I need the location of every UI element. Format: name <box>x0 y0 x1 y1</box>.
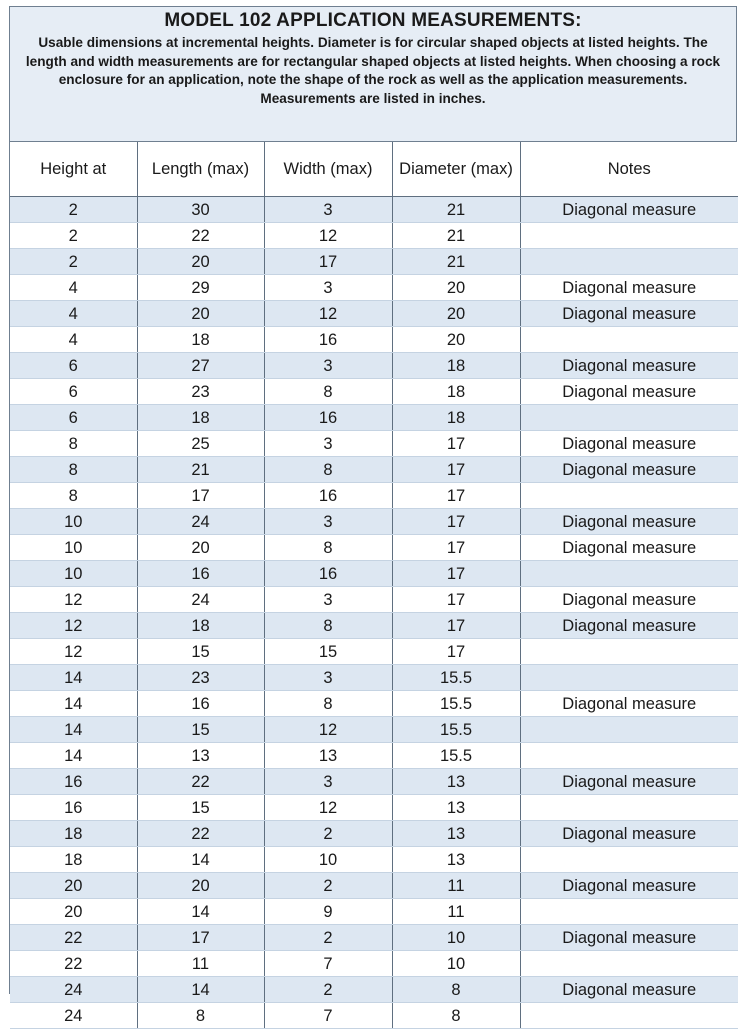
cell-diameter: 8 <box>392 977 520 1003</box>
cell-notes <box>520 951 738 977</box>
cell-height: 14 <box>10 717 137 743</box>
cell-height: 4 <box>10 301 137 327</box>
cell-notes <box>520 795 738 821</box>
cell-diameter: 18 <box>392 353 520 379</box>
cell-diameter: 17 <box>392 535 520 561</box>
cell-length: 17 <box>137 483 264 509</box>
cell-width: 17 <box>264 249 392 275</box>
cell-length: 14 <box>137 899 264 925</box>
cell-notes <box>520 483 738 509</box>
cell-diameter: 11 <box>392 873 520 899</box>
cell-width: 3 <box>264 353 392 379</box>
cell-width: 3 <box>264 431 392 457</box>
table-row <box>10 379 738 405</box>
table-row <box>10 587 738 613</box>
document-title: MODEL 102 APPLICATION MEASUREMENTS: <box>164 10 582 31</box>
cell-width: 3 <box>264 769 392 795</box>
cell-diameter: 13 <box>392 847 520 873</box>
cell-length: 15 <box>137 795 264 821</box>
cell-length: 17 <box>137 925 264 951</box>
cell-width: 16 <box>264 483 392 509</box>
table-row <box>10 1003 738 1029</box>
table-row <box>10 353 738 379</box>
header-height: Height at <box>10 142 137 197</box>
cell-width: 7 <box>264 1003 392 1029</box>
cell-height: 6 <box>10 379 137 405</box>
cell-height: 18 <box>10 821 137 847</box>
cell-notes: Diagonal measure <box>520 587 738 613</box>
cell-length: 8 <box>137 1003 264 1029</box>
cell-length: 22 <box>137 821 264 847</box>
measurements-table <box>10 142 738 1029</box>
cell-width: 3 <box>264 197 392 223</box>
cell-height: 8 <box>10 483 137 509</box>
cell-width: 8 <box>264 691 392 717</box>
table-row <box>10 457 738 483</box>
cell-height: 10 <box>10 509 137 535</box>
cell-diameter: 20 <box>392 301 520 327</box>
cell-diameter: 17 <box>392 431 520 457</box>
cell-notes: Diagonal measure <box>520 977 738 1003</box>
cell-diameter: 13 <box>392 795 520 821</box>
cell-diameter: 15.5 <box>392 665 520 691</box>
cell-height: 4 <box>10 327 137 353</box>
table-row <box>10 197 738 223</box>
cell-diameter: 13 <box>392 769 520 795</box>
cell-notes: Diagonal measure <box>520 925 738 951</box>
cell-width: 12 <box>264 795 392 821</box>
cell-height: 16 <box>10 795 137 821</box>
cell-width: 8 <box>264 379 392 405</box>
cell-width: 2 <box>264 977 392 1003</box>
table-row <box>10 899 738 925</box>
cell-notes <box>520 405 738 431</box>
cell-notes <box>520 639 738 665</box>
cell-height: 6 <box>10 405 137 431</box>
cell-height: 14 <box>10 743 137 769</box>
cell-notes: Diagonal measure <box>520 301 738 327</box>
cell-diameter: 11 <box>392 899 520 925</box>
cell-notes: Diagonal measure <box>520 691 738 717</box>
cell-width: 8 <box>264 457 392 483</box>
cell-length: 20 <box>137 249 264 275</box>
cell-notes: Diagonal measure <box>520 509 738 535</box>
cell-notes: Diagonal measure <box>520 535 738 561</box>
table-row <box>10 951 738 977</box>
cell-length: 23 <box>137 379 264 405</box>
cell-width: 3 <box>264 587 392 613</box>
cell-width: 16 <box>264 405 392 431</box>
cell-width: 7 <box>264 951 392 977</box>
cell-diameter: 8 <box>392 1003 520 1029</box>
cell-length: 15 <box>137 639 264 665</box>
cell-diameter: 21 <box>392 197 520 223</box>
document-description: Usable dimensions at incremental heights. Diameter is for circular shaped objects at listed heights. The length and width measurements are for rectangular shaped objects at listed heights. When choosing a rock enclosure for an application, note the shape of the rock as well as the application measurements. Measurements are listed in inches. <box>25 35 721 106</box>
cell-height: 14 <box>10 691 137 717</box>
cell-width: 15 <box>264 639 392 665</box>
cell-height: 22 <box>10 925 137 951</box>
cell-height: 10 <box>10 561 137 587</box>
cell-width: 2 <box>264 873 392 899</box>
cell-diameter: 17 <box>392 639 520 665</box>
cell-notes <box>520 1003 738 1029</box>
cell-length: 14 <box>137 977 264 1003</box>
cell-length: 23 <box>137 665 264 691</box>
cell-length: 24 <box>137 509 264 535</box>
cell-length: 27 <box>137 353 264 379</box>
table-row <box>10 743 738 769</box>
cell-notes <box>520 327 738 353</box>
cell-width: 12 <box>264 301 392 327</box>
cell-height: 24 <box>10 1003 137 1029</box>
table-row <box>10 431 738 457</box>
cell-diameter: 15.5 <box>392 717 520 743</box>
table-row <box>10 275 738 301</box>
cell-notes: Diagonal measure <box>520 821 738 847</box>
cell-height: 20 <box>10 899 137 925</box>
table-row <box>10 483 738 509</box>
cell-length: 18 <box>137 613 264 639</box>
cell-height: 22 <box>10 951 137 977</box>
cell-notes <box>520 249 738 275</box>
cell-height: 16 <box>10 769 137 795</box>
cell-width: 2 <box>264 925 392 951</box>
cell-height: 2 <box>10 197 137 223</box>
table-body <box>10 197 738 1029</box>
cell-length: 18 <box>137 405 264 431</box>
cell-width: 16 <box>264 561 392 587</box>
cell-width: 16 <box>264 327 392 353</box>
cell-width: 2 <box>264 821 392 847</box>
cell-width: 3 <box>264 665 392 691</box>
table-row <box>10 691 738 717</box>
cell-length: 30 <box>137 197 264 223</box>
cell-notes: Diagonal measure <box>520 353 738 379</box>
cell-diameter: 17 <box>392 613 520 639</box>
cell-width: 13 <box>264 743 392 769</box>
cell-notes: Diagonal measure <box>520 197 738 223</box>
table-row <box>10 535 738 561</box>
cell-length: 25 <box>137 431 264 457</box>
table-row <box>10 613 738 639</box>
cell-diameter: 20 <box>392 275 520 301</box>
cell-diameter: 21 <box>392 223 520 249</box>
cell-diameter: 17 <box>392 509 520 535</box>
table-row <box>10 977 738 1003</box>
cell-height: 2 <box>10 223 137 249</box>
table-row <box>10 639 738 665</box>
cell-width: 10 <box>264 847 392 873</box>
cell-height: 12 <box>10 613 137 639</box>
document-header <box>10 7 736 142</box>
cell-notes <box>520 665 738 691</box>
table-row <box>10 301 738 327</box>
table-row <box>10 665 738 691</box>
cell-notes <box>520 561 738 587</box>
cell-length: 29 <box>137 275 264 301</box>
header-width: Width (max) <box>264 142 392 197</box>
cell-length: 20 <box>137 535 264 561</box>
cell-notes: Diagonal measure <box>520 613 738 639</box>
cell-length: 14 <box>137 847 264 873</box>
cell-length: 20 <box>137 873 264 899</box>
cell-height: 24 <box>10 977 137 1003</box>
table-row <box>10 717 738 743</box>
cell-diameter: 18 <box>392 379 520 405</box>
cell-height: 12 <box>10 639 137 665</box>
table-row <box>10 873 738 899</box>
cell-diameter: 17 <box>392 587 520 613</box>
cell-diameter: 18 <box>392 405 520 431</box>
cell-height: 8 <box>10 431 137 457</box>
cell-notes <box>520 847 738 873</box>
cell-length: 20 <box>137 301 264 327</box>
cell-width: 8 <box>264 535 392 561</box>
header-diameter: Diameter (max) <box>392 142 520 197</box>
cell-height: 12 <box>10 587 137 613</box>
cell-length: 16 <box>137 561 264 587</box>
cell-diameter: 10 <box>392 951 520 977</box>
cell-width: 9 <box>264 899 392 925</box>
cell-width: 8 <box>264 613 392 639</box>
cell-length: 22 <box>137 769 264 795</box>
table-row <box>10 249 738 275</box>
cell-width: 12 <box>264 223 392 249</box>
cell-height: 20 <box>10 873 137 899</box>
cell-height: 14 <box>10 665 137 691</box>
header-notes: Notes <box>520 142 738 197</box>
cell-height: 8 <box>10 457 137 483</box>
cell-diameter: 13 <box>392 821 520 847</box>
cell-notes <box>520 899 738 925</box>
cell-diameter: 10 <box>392 925 520 951</box>
cell-length: 11 <box>137 951 264 977</box>
table-row <box>10 223 738 249</box>
cell-notes: Diagonal measure <box>520 457 738 483</box>
cell-notes <box>520 717 738 743</box>
cell-length: 15 <box>137 717 264 743</box>
cell-notes: Diagonal measure <box>520 275 738 301</box>
cell-height: 6 <box>10 353 137 379</box>
table-row <box>10 821 738 847</box>
cell-width: 12 <box>264 717 392 743</box>
cell-length: 22 <box>137 223 264 249</box>
cell-notes <box>520 743 738 769</box>
table-row <box>10 925 738 951</box>
table-header-row <box>10 142 738 197</box>
table-row <box>10 405 738 431</box>
cell-height: 10 <box>10 535 137 561</box>
measurement-sheet <box>9 6 737 1025</box>
cell-height: 2 <box>10 249 137 275</box>
cell-notes: Diagonal measure <box>520 769 738 795</box>
cell-notes: Diagonal measure <box>520 379 738 405</box>
cell-diameter: 21 <box>392 249 520 275</box>
cell-height: 18 <box>10 847 137 873</box>
cell-diameter: 17 <box>392 483 520 509</box>
cell-diameter: 17 <box>392 561 520 587</box>
cell-length: 13 <box>137 743 264 769</box>
cell-diameter: 20 <box>392 327 520 353</box>
table-row <box>10 327 738 353</box>
cell-notes: Diagonal measure <box>520 431 738 457</box>
header-length: Length (max) <box>137 142 264 197</box>
cell-length: 18 <box>137 327 264 353</box>
cell-length: 21 <box>137 457 264 483</box>
table-row <box>10 847 738 873</box>
cell-diameter: 15.5 <box>392 743 520 769</box>
cell-height: 4 <box>10 275 137 301</box>
cell-diameter: 15.5 <box>392 691 520 717</box>
cell-length: 24 <box>137 587 264 613</box>
cell-length: 16 <box>137 691 264 717</box>
table-row <box>10 795 738 821</box>
cell-width: 3 <box>264 275 392 301</box>
table-row <box>10 769 738 795</box>
cell-notes: Diagonal measure <box>520 873 738 899</box>
cell-notes <box>520 223 738 249</box>
table-row <box>10 509 738 535</box>
cell-width: 3 <box>264 509 392 535</box>
table-row <box>10 561 738 587</box>
cell-diameter: 17 <box>392 457 520 483</box>
